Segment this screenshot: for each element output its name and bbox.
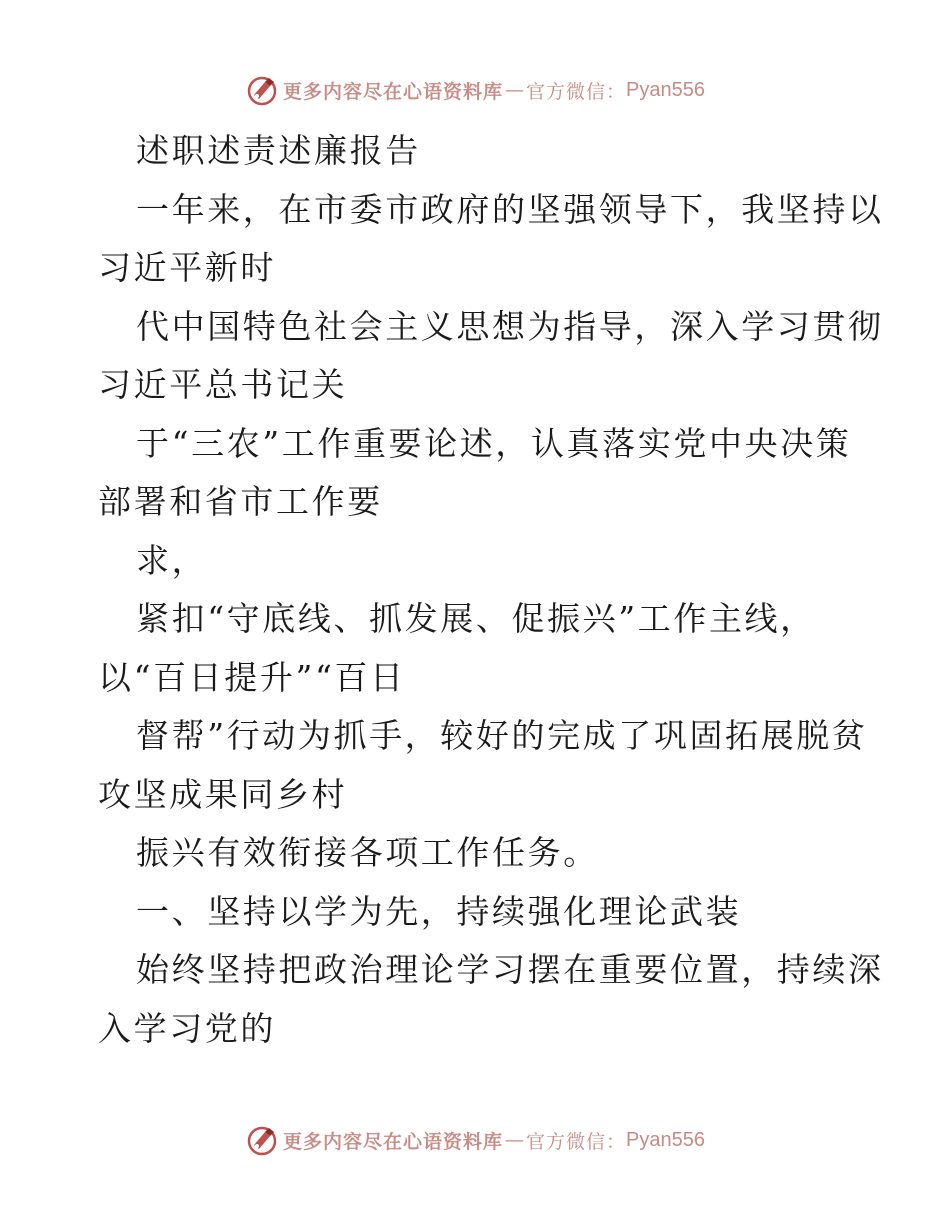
paragraph-line: 于“三农”工作重要论述，认真落实党中央决策 [136,423,852,463]
watermark-separator: — [505,79,525,101]
paragraph-line: 一年来，在市委市政府的坚强领导下，我坚持以 [136,189,884,229]
watermark-wechat-id: Pyan556 [626,1128,705,1151]
watermark-wechat-label: 官方微信： [526,1130,627,1153]
paragraph-line: 习近平总书记关 [98,365,348,404]
paragraph-line: 攻坚成果同乡村 [98,774,348,814]
paragraph-line: 入学习党的 [98,1008,276,1048]
paragraph-line: 求， [136,540,208,580]
paragraph-line: 始终坚持把政治理论学习摆在重要位置，持续深 [136,950,884,989]
pen-seal-logo-icon [245,73,279,107]
paragraph-line: 习近平新时 [98,248,276,287]
watermark-wechat-id: Pyan556 [626,78,705,101]
document-title: 述职述责述廉报告 [136,131,421,170]
paragraph-line: 以“百日提升”“百日 [98,657,406,697]
paragraph-line: 紧扣“守底线、抓发展、促振兴”工作主线， [136,599,816,638]
paragraph-line: 振兴有效衔接各项工作任务。 [136,833,599,872]
footer-watermark [0,1120,950,1160]
watermark-site-text: 更多内容尽在心语资料库 [283,80,504,103]
pen-seal-logo-icon [245,1123,279,1157]
section-heading: 一、坚持以学为先，持续强化理论武装 [136,891,742,931]
watermark-separator: — [505,1129,525,1151]
document-body [98,122,884,1058]
watermark-site-text: 更多内容尽在心语资料库 [283,1130,504,1153]
header-watermark [0,70,950,110]
paragraph-line: 督帮”行动为抓手，较好的完成了巩固拓展脱贫 [136,716,868,755]
paragraph-line: 部署和省市工作要 [98,482,383,521]
paragraph-line: 代中国特色社会主义思想为指导，深入学习贯彻 [136,306,884,346]
watermark-wechat-label: 官方微信： [526,80,627,103]
